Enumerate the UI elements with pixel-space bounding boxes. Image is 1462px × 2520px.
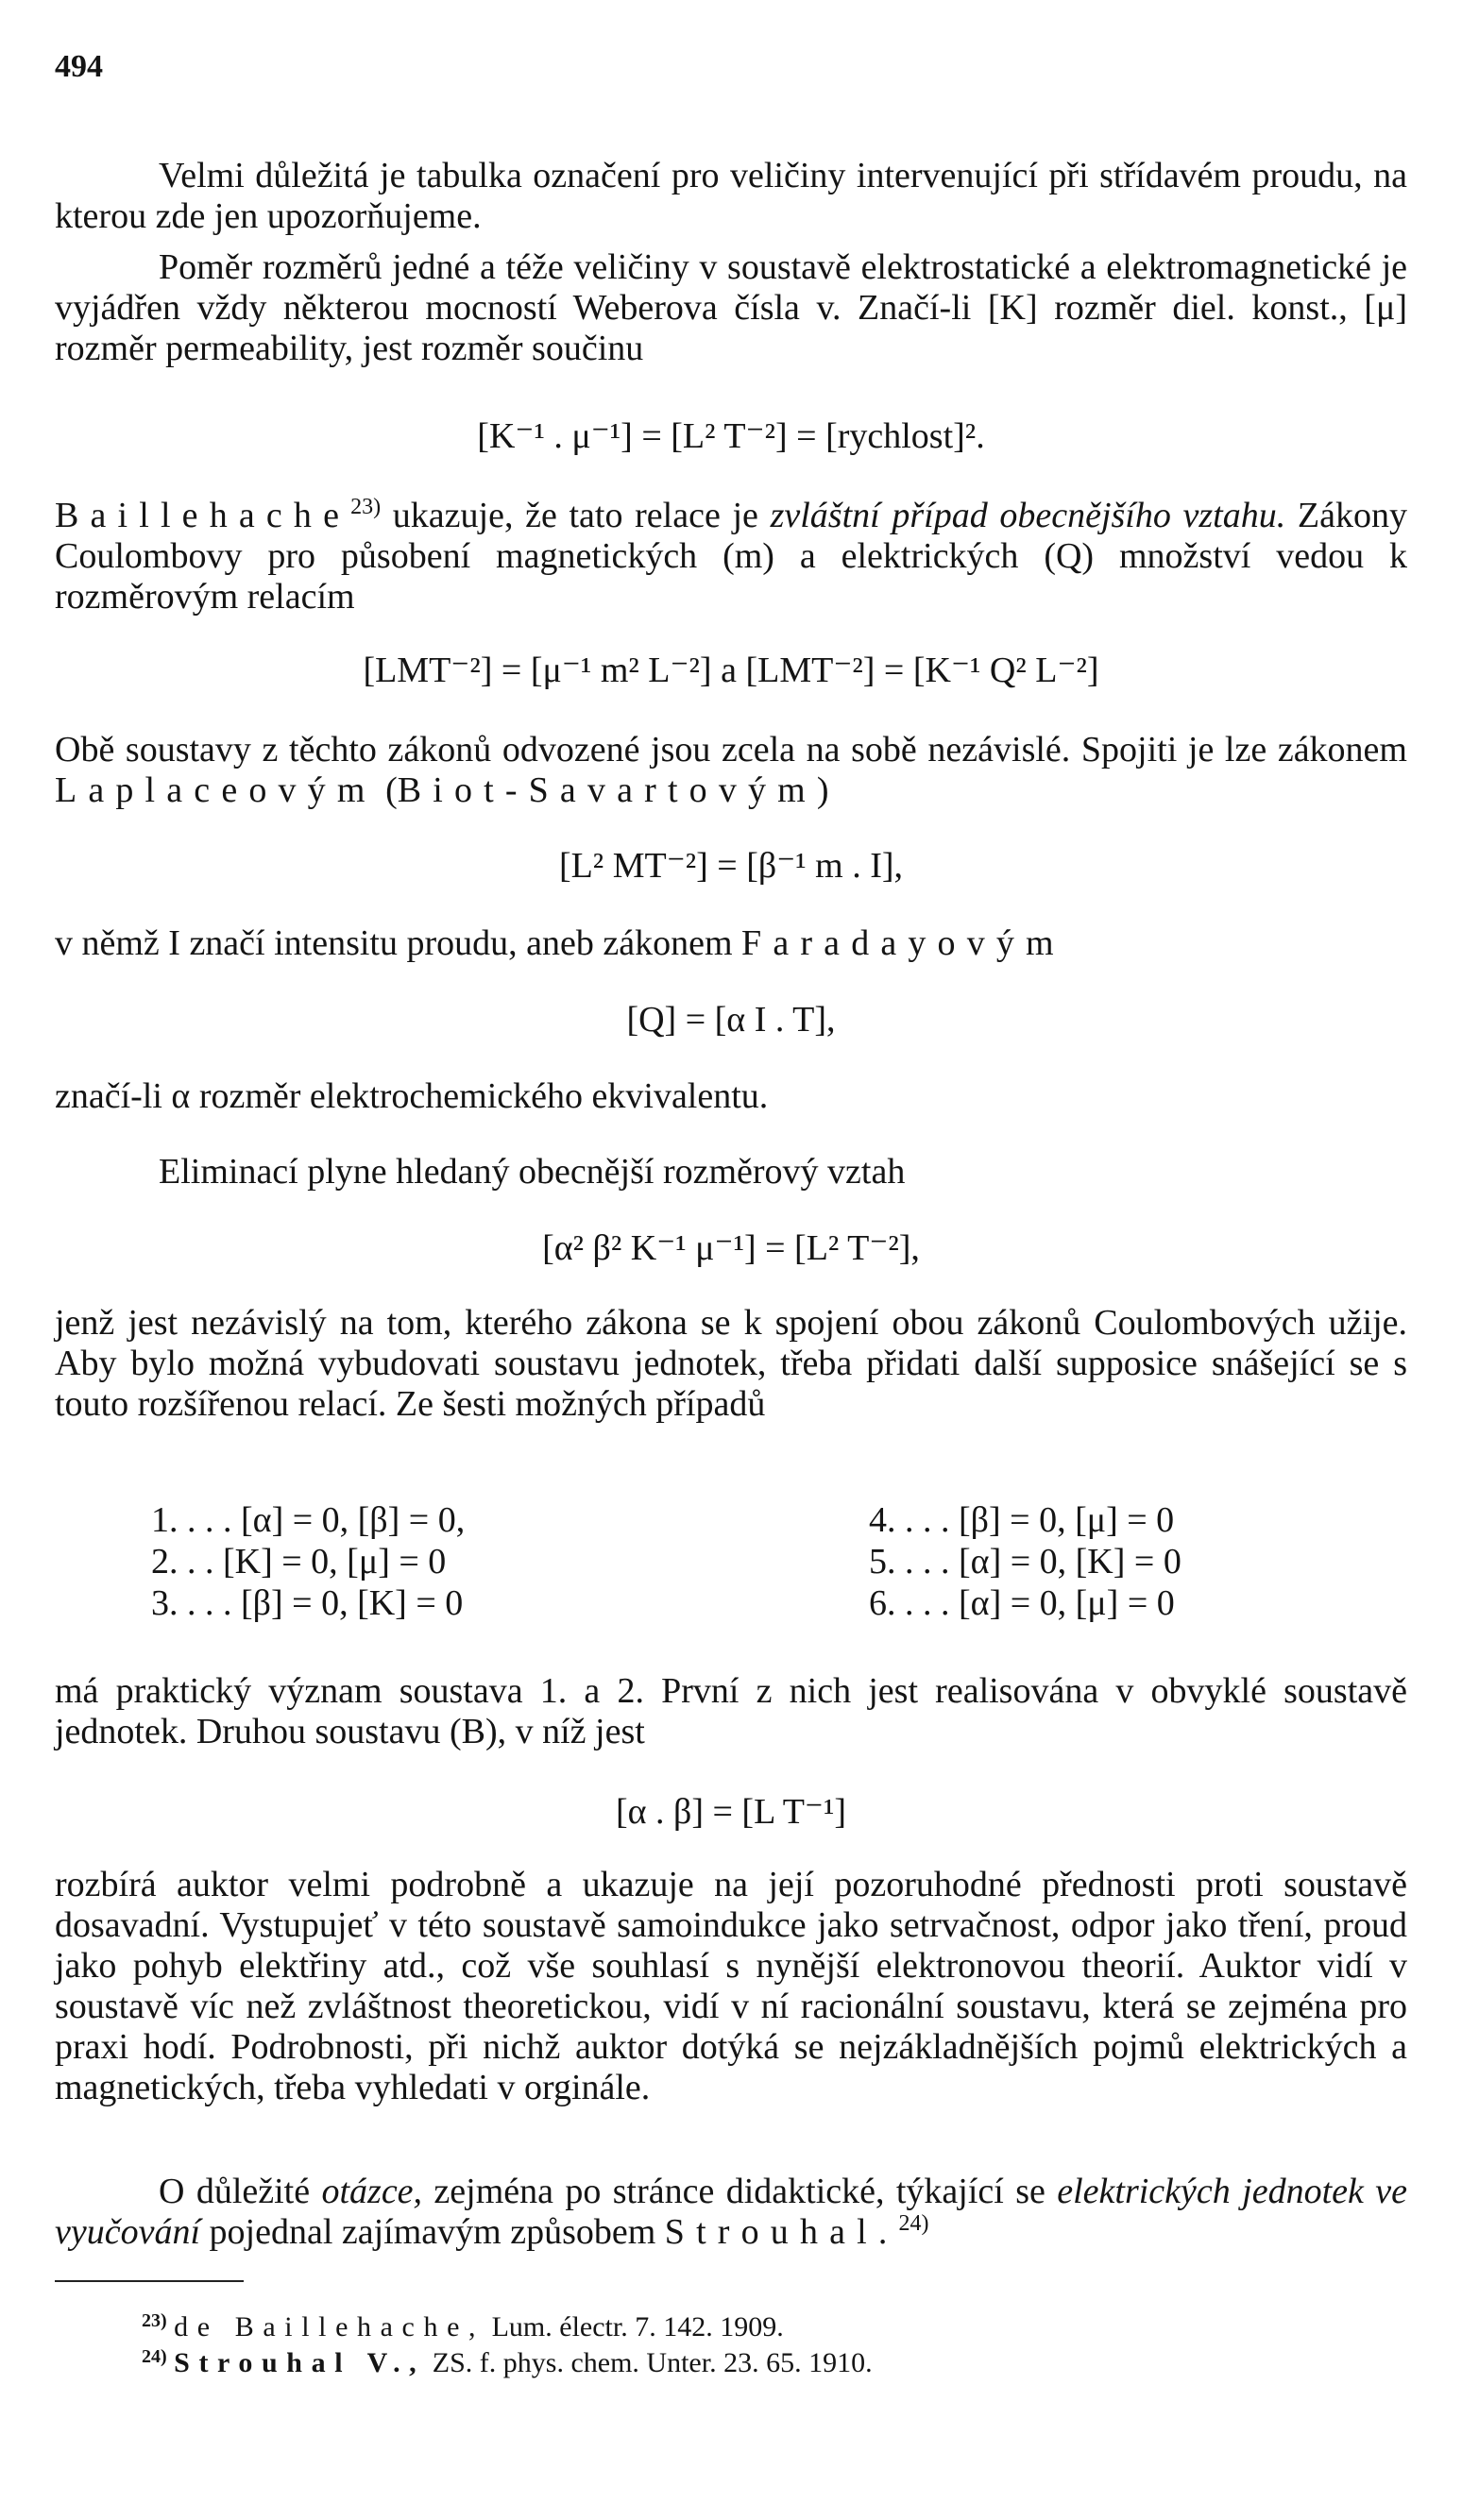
paragraph-strouhal: O důležité otázce, zejména po stránce didaktické, týkající se elektrických jednotek ve vyučování pojednal zajímavým způsobem Strouhal.$^{24)}$ bbox=[55, 2172, 1407, 2252]
paragraph-practical-systems: má praktický význam soustava 1. a 2. První z nich jest realisována v obvyklé soustavě jednotek. Druhou soustavu (B), v níž jest bbox=[55, 1671, 1407, 1751]
equation-general: [α² β² K⁻¹ μ⁻¹] = [L² T⁻²], bbox=[542, 1228, 920, 1268]
footnote-ref: 23) bbox=[350, 495, 382, 519]
law-name-faraday: Faradayovým bbox=[741, 923, 1065, 963]
paragraph-text: Poměr rozměrů jedné a téže veličiny v soustavě elektrostatické a elektromagnetické je vyjádřen vždy některou mocností Weberova čísla v. Značí-li [K] rozměr diel. konst., [μ] rozměr permeability, jest rozměr součinu bbox=[55, 247, 1407, 368]
footnote-24: $^{24)}$ Strouhal V., ZS. f. phys. chem. Unter. 23. 65. 1910. bbox=[142, 2346, 873, 2378]
case-5: 5. . . . [α] = 0, [K] = 0 bbox=[869, 1542, 1182, 1581]
law-name-biot-savart: Biot-Savartovým bbox=[397, 770, 817, 810]
equation-alpha-beta: [α . β] = [L T⁻¹] bbox=[615, 1792, 847, 1832]
emphasis: otázce, bbox=[321, 2172, 423, 2211]
paragraph-author-analysis: rozbírá auktor velmi podrobně a ukazuje na její pozoruhodné přednosti proti soustavě dosavadní. Vystupujeť v této soustavě samoindukce jako setrvačnost, odpor jako tření, proud jako pohyb elektřiny atd., což vše souhlasí s nynější elektronovou theorií. Auktor vidí v soustavě víc než zvláštnost theoretickou, vidí v ní racionální soustavu, která se zejména pro praxi hodí. Podrobnosti, při nichž auktor dotýká se nejzákladnějších pojmů elektrických a magnetických, třeba vyhledati v orginále. bbox=[55, 1865, 1407, 2107]
equation-faraday: [Q] = [α I . T], bbox=[626, 1000, 836, 1040]
paragraph-text: Velmi důležitá je tabulka označení pro veličiny intervenující při střídavém proudu, na kterou zde jen upozorňujeme. bbox=[55, 156, 1407, 236]
paragraph-table-note bbox=[55, 156, 1407, 237]
footnote-divider bbox=[55, 2280, 244, 2282]
paragraph-cases-intro: jenž jest nezávislý na tom, kterého zákona se k spojení obou zákonů Coulombových užije. Aby bylo možná vybudovati soustavu jednotek, třeba přidati další supposice snášející se s touto rozšířenou relací. Ze šesti možných případů bbox=[55, 1303, 1407, 1424]
author-name: Baillehache bbox=[55, 496, 351, 535]
page-number: 494 bbox=[55, 49, 103, 84]
author-name: Strouhal. bbox=[664, 2212, 899, 2252]
paragraph-baillehache: Baillehache$^{23)}$ ukazuje, že tato relace je zvláštní případ obecnějšího vztahu. Zákony Coulombovy pro působení magnetických (m) a elektrických (Q) množství vedou k rozměrovým relacím bbox=[55, 495, 1407, 617]
emphasis: elektrických jednotek ve vyučování bbox=[55, 2172, 1407, 2252]
footnote-23: $^{23)}$ de Baillehache, Lum. électr. 7. 142. 1909. bbox=[142, 2310, 784, 2342]
law-name-laplace: Laplaceovým bbox=[55, 770, 377, 810]
case-6: 6. . . . [α] = 0, [μ] = 0 bbox=[869, 1583, 1175, 1623]
footnote-author: de Baillehache, bbox=[174, 2311, 485, 2342]
equation-laplace: [L² MT⁻²] = [β⁻¹ m . I], bbox=[558, 846, 904, 886]
paragraph-elimination: Eliminací plyne hledaný obecnější rozměrový vztah bbox=[159, 1152, 906, 1192]
equation-coulomb-relations: [LMT⁻²] = [μ⁻¹ m² L⁻²] a [LMT⁻²] = [K⁻¹ Q² L⁻²] bbox=[363, 651, 1099, 690]
equation-velocity: [K⁻¹ . μ⁻¹] = [L² T⁻²] = [rychlost]². bbox=[477, 416, 985, 456]
case-3: 3. . . . [β] = 0, [K] = 0 bbox=[151, 1583, 464, 1623]
paragraph-faraday: v němž I značí intensitu proudu, aneb zákonem Faradayovým bbox=[55, 923, 1065, 963]
paragraph-dimension-ratio bbox=[55, 247, 1407, 369]
case-1: 1. . . . [α] = 0, [β] = 0, bbox=[151, 1500, 466, 1540]
emphasis: zvláštní případ obecnějšího vztahu. bbox=[770, 496, 1286, 535]
paragraph-laplace: Obě soustavy z těchto zákonů odvozené jsou zcela na sobě nezávislé. Spojiti je lze zákonem Laplaceovým (Biot-Savartovým) bbox=[55, 730, 1407, 810]
case-2: 2. . . [K] = 0, [μ] = 0 bbox=[151, 1542, 447, 1581]
paragraph-alpha-definition: značí-li α rozměr elektrochemického ekvivalentu. bbox=[55, 1076, 769, 1116]
footnote-ref: 24) bbox=[898, 2211, 929, 2236]
case-4: 4. . . . [β] = 0, [μ] = 0 bbox=[869, 1500, 1175, 1540]
footnote-author: Strouhal V., bbox=[174, 2347, 426, 2378]
